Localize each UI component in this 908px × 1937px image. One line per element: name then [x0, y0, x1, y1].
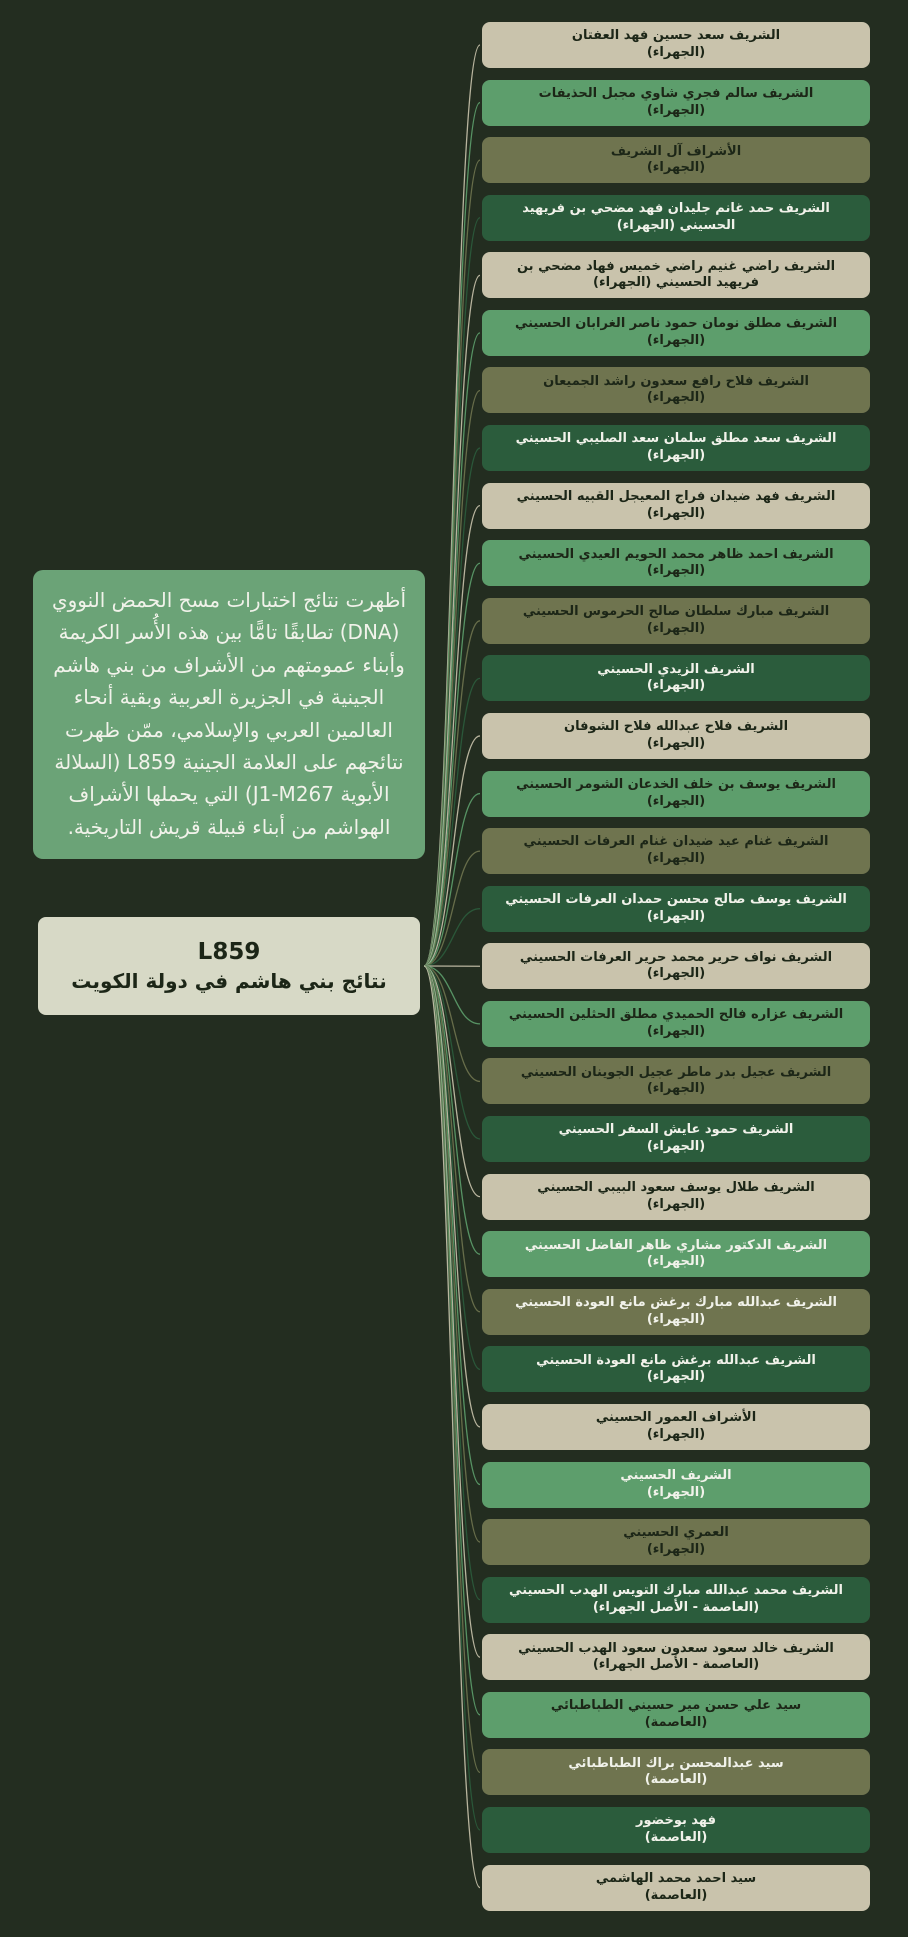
family-node-box	[482, 943, 870, 989]
family-node-box	[482, 1692, 870, 1738]
family-node-name: الشريف عجيل بدر ماطر عجيل الجوينان الحسيني	[520, 1064, 832, 1080]
family-node-box	[482, 713, 870, 759]
family-node-name: سيد احمد محمد الهاشمي	[595, 1870, 757, 1886]
family-node-box	[482, 1116, 870, 1162]
family-node-box	[482, 80, 870, 126]
family-node-name: الشريف سالم فجري شاوي مجبل الحذيفات	[538, 85, 814, 101]
family-node-location: (الجهراء)	[646, 390, 706, 406]
family-node-location: (الجهراء)	[646, 1311, 706, 1327]
family-node-location: (الجهراء)	[646, 505, 706, 521]
family-node-name: الشريف طلال يوسف سعود البيبي الحسيني	[537, 1179, 815, 1195]
family-node-box	[482, 886, 870, 932]
family-node-box	[482, 828, 870, 874]
family-node-box	[482, 483, 870, 529]
family-node-location: (الجهراء)	[646, 620, 706, 636]
family-node-location: (العاصمة)	[644, 1714, 708, 1730]
family-node-box	[482, 367, 870, 413]
family-node-name: الشريف يوسف صالح محسن حمدان العرفات الحسيني	[505, 892, 847, 908]
family-node-location: (الجهراء)	[646, 45, 706, 60]
family-node-location: (الجهراء)	[646, 1254, 706, 1270]
family-node-location: (الجهراء)	[646, 1081, 706, 1097]
family-node-name: الشريف عزاره فالح الحميدي مطلق الحثلين الحسيني	[508, 1007, 844, 1023]
family-node-location: (الجهراء)	[646, 102, 706, 118]
family-node-box	[482, 1749, 870, 1795]
family-node-box	[482, 1634, 870, 1680]
family-node-box	[482, 598, 870, 644]
family-node-location: (الجهراء)	[646, 1484, 706, 1500]
family-node-box	[482, 1346, 870, 1392]
family-node-box	[482, 195, 870, 241]
family-node-box	[482, 1289, 870, 1335]
family-node-box	[482, 540, 870, 586]
family-node-location: (الجهراء)	[646, 908, 706, 924]
family-node-location: (الجهراء)	[646, 160, 706, 176]
family-node-box	[482, 252, 870, 298]
family-node-name: الشريف فهد ضيدان فراج المعيجل القبيه الحسيني	[516, 489, 836, 504]
family-node-location: (العاصمة)	[644, 1772, 708, 1788]
family-node-box	[482, 1404, 870, 1450]
family-node-location: (العاصمة)	[644, 1829, 708, 1845]
family-node-box	[482, 1577, 870, 1623]
family-node-location: (الجهراء)	[646, 851, 706, 867]
family-node-box	[482, 1174, 870, 1220]
family-node-box	[482, 22, 870, 68]
diagram-title: نتائج بني هاشم في دولة الكويت	[71, 968, 387, 993]
dna-summary-text: أظهرت نتائج اختبارات مسح الحمض النووي (DNA) تطابقًا تامًّا بين هذه الأُسر الكريمة وأبناء عمومتهم من الأشراف من بني هاشم الجينية في الجزيرة العربية وبقية أنحاء العالمين العربي والإسلامي، ممّن ظهرت نتائجهم على العلامة الجينية L859 (السلالة الأبوية J1-M267) التي يحملها الأشراف الهواشم من أبناء قبيلة قريش التاريخية.	[51, 588, 407, 839]
family-node-location: (الجهراء)	[646, 563, 706, 579]
family-node-name: الشريف عبدالله مبارك برغش مانع العودة الحسيني	[515, 1295, 837, 1311]
family-node-box	[482, 1807, 870, 1853]
family-node-name: سيد عبدالمحسن براك الطباطبائي	[568, 1755, 784, 1771]
family-node-location: فريهيد الحسيني (الجهراء)	[593, 275, 759, 291]
family-node-location: (الجهراء)	[646, 1369, 706, 1385]
family-node-name: الشريف فلاح عبدالله فلاح الشوفان	[563, 719, 789, 735]
family-node-box	[482, 1231, 870, 1277]
family-node-name: الشريف غنام عيد ضيدان غنام العرفات الحسيني	[523, 834, 829, 850]
family-node-name: الشريف سعد مطلق سلمان سعد الصليبي الحسيني	[515, 431, 837, 447]
family-node-location: (الجهراء)	[646, 448, 706, 464]
family-node-name: الشريف احمد ظاهر محمد الحويم العيدي الحسيني	[518, 546, 834, 562]
family-node-box	[482, 1462, 870, 1508]
family-node-box	[482, 1058, 870, 1104]
family-node-location: (الجهراء)	[646, 793, 706, 809]
family-node-name: سيد علي حسن مير حسيني الطباطبائي	[550, 1698, 802, 1714]
family-node-name: الشريف عبدالله برغش مانع العودة الحسيني	[536, 1352, 816, 1368]
family-node-name: الشريف الزيدي الحسيني	[597, 661, 755, 677]
dna-summary-panel	[33, 570, 425, 859]
family-node-name: الشريف خالد سعود سعدون سعود الهدب الحسيني	[518, 1640, 834, 1656]
family-node-name: الشريف مطلق نومان حمود ناصر الغرابان الحسيني	[514, 316, 838, 332]
family-node-box	[482, 1865, 870, 1911]
family-node-box	[482, 137, 870, 183]
family-node-box	[482, 771, 870, 817]
family-node-location: (الجهراء)	[646, 735, 706, 751]
haplogroup-code: L859	[197, 939, 261, 966]
family-node-box	[482, 425, 870, 471]
family-node-location: (العاصمة - الأصل الجهراء)	[592, 1657, 760, 1673]
family-node-name: الشريف راضي غنيم راضي خميس فهاد مضحي بن	[516, 258, 836, 274]
family-node-name: العمري الحسيني	[623, 1525, 729, 1541]
family-node-name: فهد بوخضور	[636, 1813, 716, 1829]
family-node-name: الشريف نواف حرير محمد حرير العرفات الحسيني	[519, 949, 833, 965]
family-node-location: (الجهراء)	[646, 1139, 706, 1155]
family-node-box	[482, 1001, 870, 1047]
family-node-location: (العاصمة)	[644, 1887, 708, 1903]
family-node-location: الحسيني (الجهراء)	[616, 217, 736, 233]
family-node-name: الشريف سعد حسين فهد العفتان	[571, 28, 781, 44]
family-node-name: الشريف يوسف بن خلف الخدعان الشومر الحسيني	[516, 776, 836, 792]
family-node-name: الأشراف آل الشريف	[610, 143, 742, 159]
family-node-location: (الجهراء)	[646, 678, 706, 694]
family-node-name: الشريف الحسيني	[620, 1467, 732, 1483]
family-node-name: الأشراف العمور الحسيني	[595, 1410, 757, 1426]
family-node-location: (العاصمة - الأصل الجهراء)	[592, 1599, 760, 1615]
family-node-box	[482, 655, 870, 701]
family-node-location: (الجهراء)	[646, 1426, 706, 1442]
family-node-location: (الجهراء)	[646, 1542, 706, 1558]
family-node-location: (الجهراء)	[646, 1196, 706, 1212]
family-node-location: (الجهراء)	[646, 332, 706, 348]
family-node-location: (الجهراء)	[646, 966, 706, 982]
family-node-name: الشريف محمد عبدالله مبارك التويس الهدب الحسيني	[509, 1583, 843, 1599]
family-node-name: الشريف الدكتور مشاري ظاهر الفاضل الحسيني	[524, 1237, 828, 1253]
family-node-box	[482, 1519, 870, 1565]
family-node-name: الشريف حمد غانم جليدان فهد مضحي بن فريهيد	[522, 201, 830, 217]
family-node-box	[482, 310, 870, 356]
family-node-location: (الجهراء)	[646, 1023, 706, 1039]
family-node-name: الشريف مبارك سلطان صالح الحرموس الحسيني	[522, 604, 830, 620]
root-label-box	[38, 917, 420, 1015]
family-node-name: الشريف حمود عايش السفر الحسيني	[558, 1122, 794, 1138]
family-node-name: الشريف فلاح رافع سعدون راشد الجميعان	[543, 373, 809, 389]
